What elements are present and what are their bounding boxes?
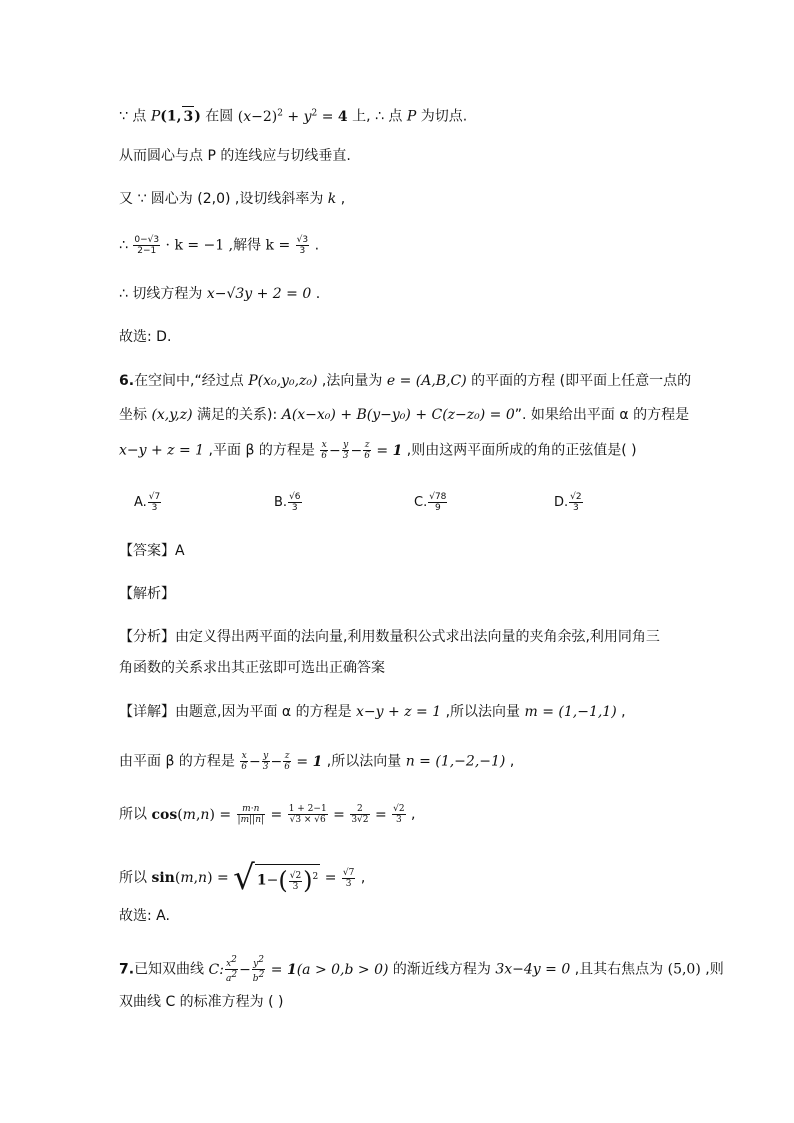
text: 【详解】由题意,因为平面 α 的方程是	[119, 704, 357, 720]
text: 上, ∴ 点	[347, 108, 407, 125]
text: 坐标	[119, 407, 152, 423]
text: 由平面 β 的方程是	[119, 753, 240, 770]
text: ,平面 β 的方程是	[204, 442, 320, 459]
formula-alpha: x−y + z = 1	[119, 442, 205, 459]
fenxi-line-1: 【分析】由定义得出两平面的法向量,利用数量积公式求出法向量的夹角余弦,利用同角三	[119, 629, 660, 645]
text: 又 ∵ 圆心为 (2,0) ,设切线斜率为	[119, 191, 328, 207]
choose-A: 故选: A.	[119, 908, 170, 924]
formula-k: k	[327, 191, 337, 207]
option-den: 3	[291, 503, 298, 513]
formula-focus: (5,0)	[667, 961, 701, 978]
text: 已知双曲线	[134, 961, 209, 978]
fenxi-line-2: 角函数的关系求出其正弦即可选出正确答案	[119, 660, 385, 676]
text: ,则由这两平面所成的角的正弦值是( )	[402, 442, 637, 459]
text: ,	[616, 704, 626, 720]
formula-solve: · k = −1 ,解得 k =	[161, 237, 295, 254]
text: ,且其右焦点为	[570, 961, 668, 978]
formula-cos: cos(m,n) = $\frac{m\cdot n}{|m||n|}$ = $\frac{1 + 2-1}{√3 \times √6}$ = $\frac{2}{3√2}$ = $\frac{√2}{3}$	[151, 804, 405, 825]
text: ,	[406, 806, 416, 823]
option-D	[554, 492, 584, 513]
text: ,	[505, 753, 515, 770]
fraction-slope: $\frac{0-√3}{2-1}$	[134, 235, 160, 256]
formula-xyz: (x,y,z)	[151, 407, 193, 423]
text: 的渐近线方程为	[388, 961, 496, 978]
line-point-on-circle: ∵ 点 P(1, 3) 在圆 $(x-2)^2 + y^2 = 4$ 上, ∴ 点 P 为切点.	[119, 103, 467, 127]
text: ,则	[700, 961, 724, 978]
option-A	[134, 492, 162, 513]
formula-plane: A(x−x₀) + B(y−y₀) + C(z−z₀) = 0	[281, 407, 515, 423]
text: ,	[356, 870, 366, 886]
formula-beta: $\frac{x}{6}$ − $\frac{y}{3}$ − $\frac{z}{6}$ = 1	[241, 751, 323, 772]
option-den: 3	[573, 503, 579, 513]
formula-P: P	[406, 108, 417, 125]
option-C	[414, 492, 448, 513]
formula-hyperbola: C: $\frac{x2}{a2}$ − $\frac{y2}{b2}$ = 1(a > 0,b > 0)	[208, 955, 389, 984]
text: ,	[336, 191, 346, 207]
text: ∵ 点	[119, 108, 151, 125]
text: ”. 如果给出平面 α 的方程是	[514, 407, 690, 423]
text: 满足的关系):	[192, 407, 282, 423]
line-tangent-eq	[119, 284, 320, 304]
option-label: A.	[134, 495, 147, 510]
formula-vector-n: n = (1,−2,−1)	[405, 753, 506, 770]
sin-line	[119, 860, 365, 896]
formula-circle: $(x-2)^2 + y^2 = 4$	[237, 108, 348, 125]
formula-asymptote: 3x−4y = 0	[495, 961, 571, 978]
fraction-k: $\frac{√3}{3}$	[296, 235, 309, 256]
formula-sin: sin(m,n) = √ 1−( $\frac{√2}{3}$ )$^2$ = $\frac{√7}{3}$	[151, 858, 355, 898]
text: ∴	[119, 237, 133, 254]
option-num: √78	[429, 492, 447, 502]
text: .	[311, 286, 321, 302]
option-den: 3	[151, 503, 158, 513]
text: ,所以法向量	[441, 704, 525, 720]
line-perpendicular: 从而圆心与点 P 的连线应与切线垂直.	[119, 148, 351, 164]
formula-normal-vector: e = (A,B,C)	[386, 373, 467, 389]
q6-line-2	[119, 405, 689, 425]
formula-alpha: x−y + z = 1	[356, 704, 442, 720]
option-num: √2	[570, 492, 582, 502]
formula-point-P: P	[150, 108, 161, 125]
question-number: 6.	[119, 373, 135, 389]
answer: 【答案】A	[119, 543, 185, 559]
text: 在空间中,“经过点	[134, 373, 249, 389]
option-num: √7	[148, 492, 161, 502]
xiangjie-line	[119, 702, 626, 722]
option-label: C.	[414, 495, 428, 510]
formula-tangent: x−√3y + 2 = 0	[206, 286, 312, 302]
line-center	[119, 189, 345, 209]
text: 为切点.	[416, 108, 468, 125]
option-label: B.	[274, 495, 288, 510]
q7-line-1	[119, 955, 724, 984]
q6-line-1	[119, 371, 691, 391]
analysis-heading: 【解析】	[119, 586, 175, 602]
option-den: 9	[434, 503, 441, 513]
formula-beta: $\frac{x}{6}$ − $\frac{y}{3}$ − $\frac{z}{6}$ = 1	[321, 440, 403, 461]
question-number: 7.	[119, 961, 135, 978]
q6-line-3	[119, 440, 637, 461]
line-slope-solve	[119, 235, 319, 256]
text: 所以	[119, 870, 152, 886]
option-label: D.	[554, 495, 569, 510]
option-num: √6	[289, 492, 301, 502]
option-B	[274, 492, 303, 513]
formula-point: P(x₀,y₀,z₀)	[248, 373, 318, 389]
text: 在圆	[200, 108, 238, 125]
text: .	[310, 237, 320, 254]
normal-n-line	[119, 751, 514, 772]
cos-line	[119, 804, 416, 825]
text: ∴ 切线方程为	[119, 286, 207, 302]
text: 的平面的方程 (即平面上任意一点的	[466, 373, 692, 389]
text: ,所以法向量	[322, 753, 406, 770]
line-choose-D: 故选: D.	[119, 329, 172, 345]
text: 所以	[119, 806, 152, 823]
formula-vector-m: m = (1,−1,1)	[524, 704, 617, 720]
q7-line-2: 双曲线 C 的标准方程为 ( )	[119, 994, 284, 1010]
text: ,法向量为	[317, 373, 387, 389]
